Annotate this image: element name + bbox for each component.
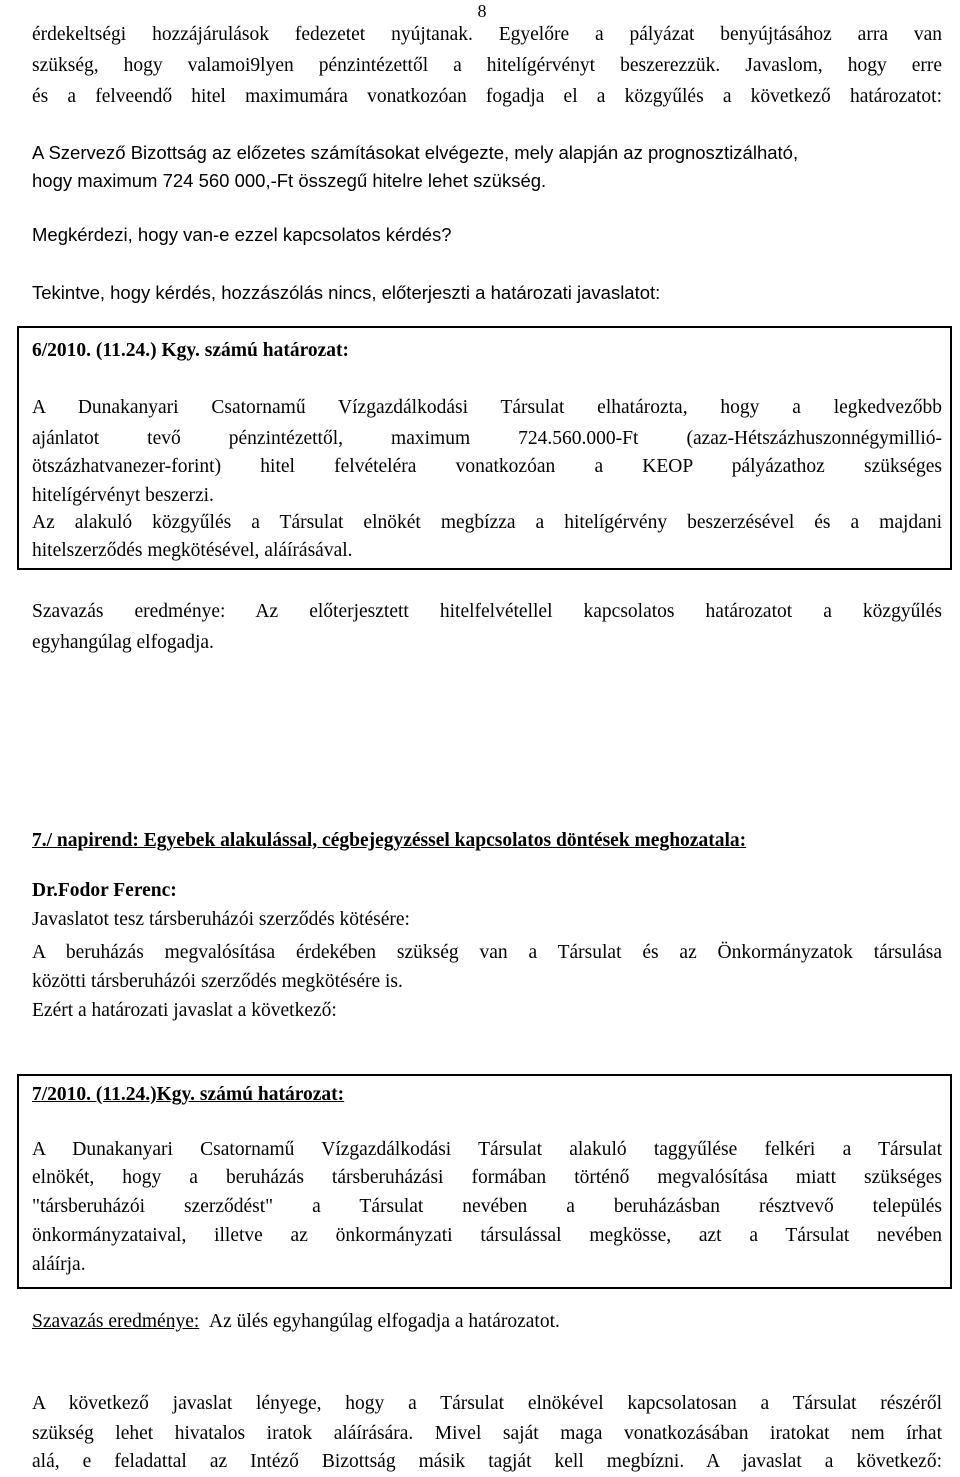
- agenda-7-line-2: A beruházás megvalósítása érdekében szükség van a Társulat és az Önkormányzatok társulása: [32, 942, 942, 963]
- vote-6-line-2: egyhangúlag elfogadja.: [32, 632, 214, 653]
- vote-7-text: Az ülés egyhangúlag elfogadja a határozatot.: [209, 1311, 560, 1332]
- closing-line-1: A következő javaslat lényege, hogy a Társulat elnökével kapcsolatosan a Társulat részéről: [32, 1393, 942, 1414]
- resolution-6-line-3: ötszázhatvanezer-forint) hitel felvételéra vonatkozóan a KEOP pályázathoz szükséges: [32, 456, 942, 477]
- page-number: 8: [477, 1, 487, 21]
- intro-line-1: érdekeltségi hozzájárulások fedezetet nyújtanak. Egyelőre a pályázat benyújtásához arra van: [32, 24, 942, 45]
- intro-line-3: és a felveendő hitel maximumára vonatkozóan fogadja el a közgyűlés a következő határozatot:: [32, 86, 942, 107]
- intro-line-2: szükség, hogy valamoi9lyen pénzintézettől a hitelígérvényt beszerezzük. Javaslom, hogy erre: [32, 55, 942, 76]
- committee-question: Megkérdezi, hogy van-e ezzel kapcsolatos kérdés?: [32, 224, 452, 245]
- agenda-7-speaker: Dr.Fodor Ferenc:: [32, 880, 177, 901]
- committee-line-1: A Szervező Bizottság az előzetes számításokat elvégezte, mely alapján az prognosztizálható,: [32, 142, 799, 163]
- resolution-7-line-1: A Dunakanyari Csatornamű Vízgazdálkodási Társulat alakuló taggyűlése felkéri a Társulat: [32, 1139, 942, 1160]
- resolution-7-line-4: önkormányzataival, illetve az önkormányzati társulással megkösse, azt a Társulat nevében: [32, 1225, 942, 1246]
- resolution-7-line-5: aláírja.: [32, 1254, 86, 1275]
- resolution-6-line-4: hitelígérvényt beszerzi.: [32, 485, 214, 506]
- vote-7-line: [32, 1307, 942, 1337]
- agenda-7-line-3: közötti társberuházói szerződés megkötésére is.: [32, 971, 403, 992]
- resolution-6-line-6: hitelszerződés megkötésével, aláírásával.: [32, 540, 353, 561]
- agenda-7-line-4: Ezért a határozati javaslat a következő:: [32, 1000, 337, 1021]
- committee-proposal: Tekintve, hogy kérdés, hozzászólás nincs, előterjeszti a határozati javaslatot:: [32, 282, 661, 303]
- resolution-7-line-2: elnökét, hogy a beruházás társberuházási formában történő megvalósítása miatt szükséges: [32, 1167, 942, 1188]
- vote-7-label: Szavazás eredménye:: [32, 1311, 200, 1332]
- closing-line-2: szükség lehet hivatalos iratok aláírására. Mivel saját maga vonatkozásában iratokat nem írhat: [32, 1423, 942, 1444]
- resolution-6-line-2: ajánlatot tevő pénzintézettől, maximum 724.560.000-Ft (azaz-Hétszázhuszonnégymillió-: [32, 428, 942, 449]
- agenda-7-heading: 7./ napirend: Egyebek alakulással, cégbejegyzéssel kapcsolatos döntések meghozatala:: [32, 830, 747, 851]
- resolution-7-title: 7/2010. (11.24.)Kgy. számú határozat:: [32, 1084, 345, 1105]
- agenda-7-line-1: Javaslatot tesz társberuházói szerződés kötésére:: [32, 909, 410, 930]
- resolution-6-title: 6/2010. (11.24.) Kgy. számú határozat:: [32, 340, 350, 361]
- resolution-6-line-1: A Dunakanyari Csatornamű Vízgazdálkodási Társulat elhatározta, hogy a legkedvezőbb: [32, 397, 942, 418]
- closing-line-3: alá, e feladattal az Intéző Bizottság másik tagját kell megbízni. A javaslat a következő:: [32, 1451, 942, 1472]
- committee-line-2: hogy maximum 724 560 000,-Ft összegű hitelre lehet szükség.: [32, 170, 547, 191]
- vote-6-line-1: Szavazás eredménye: Az előterjesztett hitelfelvétellel kapcsolatos határozatot a közgyűlés: [32, 601, 942, 622]
- resolution-7-line-3: "társberuházói szerződést" a Társulat nevében a beruházásban résztvevő település: [32, 1196, 942, 1217]
- resolution-6-line-5: Az alakuló közgyűlés a Társulat elnökét megbízza a hitelígérvény beszerzésével és a majdani: [32, 512, 942, 533]
